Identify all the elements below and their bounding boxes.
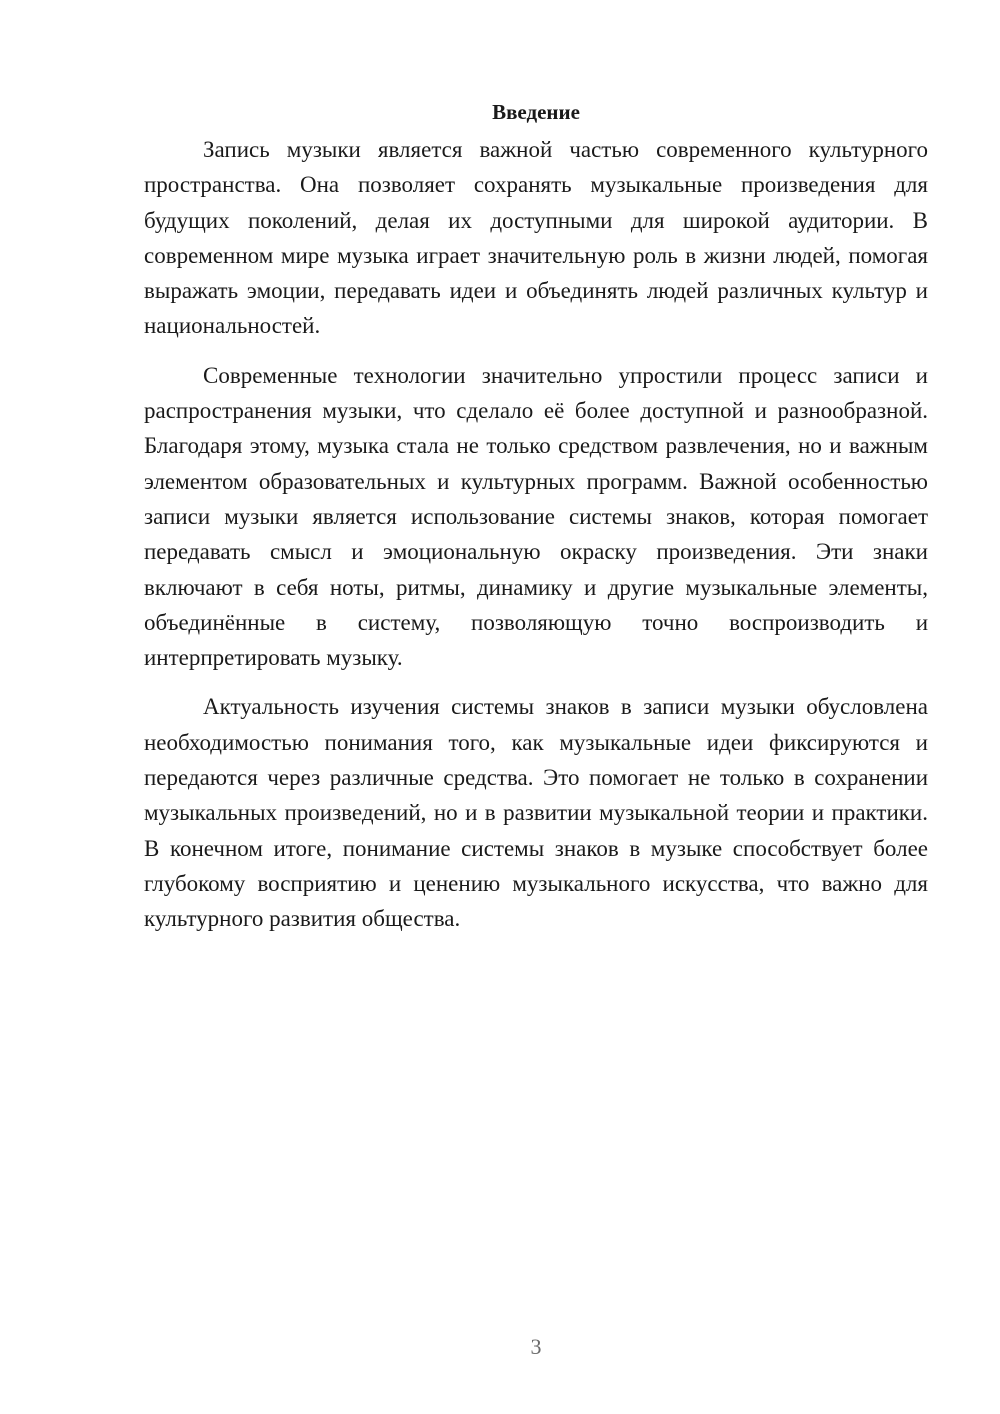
paragraph-2: Современные технологии значительно упростили процесс записи и распространения музыки, что сделало её более доступной и разнообразной. Благодаря этому, музыка стала не только средством развлечения, но и важным элементом образовательных и культурных программ. Важной особенностью записи музыки является использование системы знаков, которая помогает передавать смысл и эмоциональную окраску произведения. Эти знаки включают в себя ноты, ритмы, динамику и другие музыкальные элементы, объединённые в систему, позволяющую точно воспроизводить и интерпретировать музыку. [144, 362, 928, 671]
paragraph-1: Запись музыки является важной частью современного культурного пространства. Она позволяет сохранять музыкальные произведения для будущих поколений, делая их доступными для широкой аудитории. В современном мире музыка играет значительную роль в жизни людей, помогая выражать эмоции, передавать идеи и объединять людей различных культур и национальностей. [144, 137, 928, 339]
page-content [144, 92, 928, 937]
section-title: Введение [492, 100, 580, 124]
page-number: 3 [530, 1334, 542, 1359]
paragraph-3: Актуальность изучения системы знаков в записи музыки обусловлена необходимостью понимания того, как музыкальные идеи фиксируются и передаются через различные средства. Это помогает не только в сохранении музыкальных произведений, но и в развитии музыкальной теории и практики. В конечном итоге, понимание системы знаков в музыке способствует более глубокому восприятию и ценению музыкального искусства, что важно для культурного развития общества. [144, 694, 928, 932]
